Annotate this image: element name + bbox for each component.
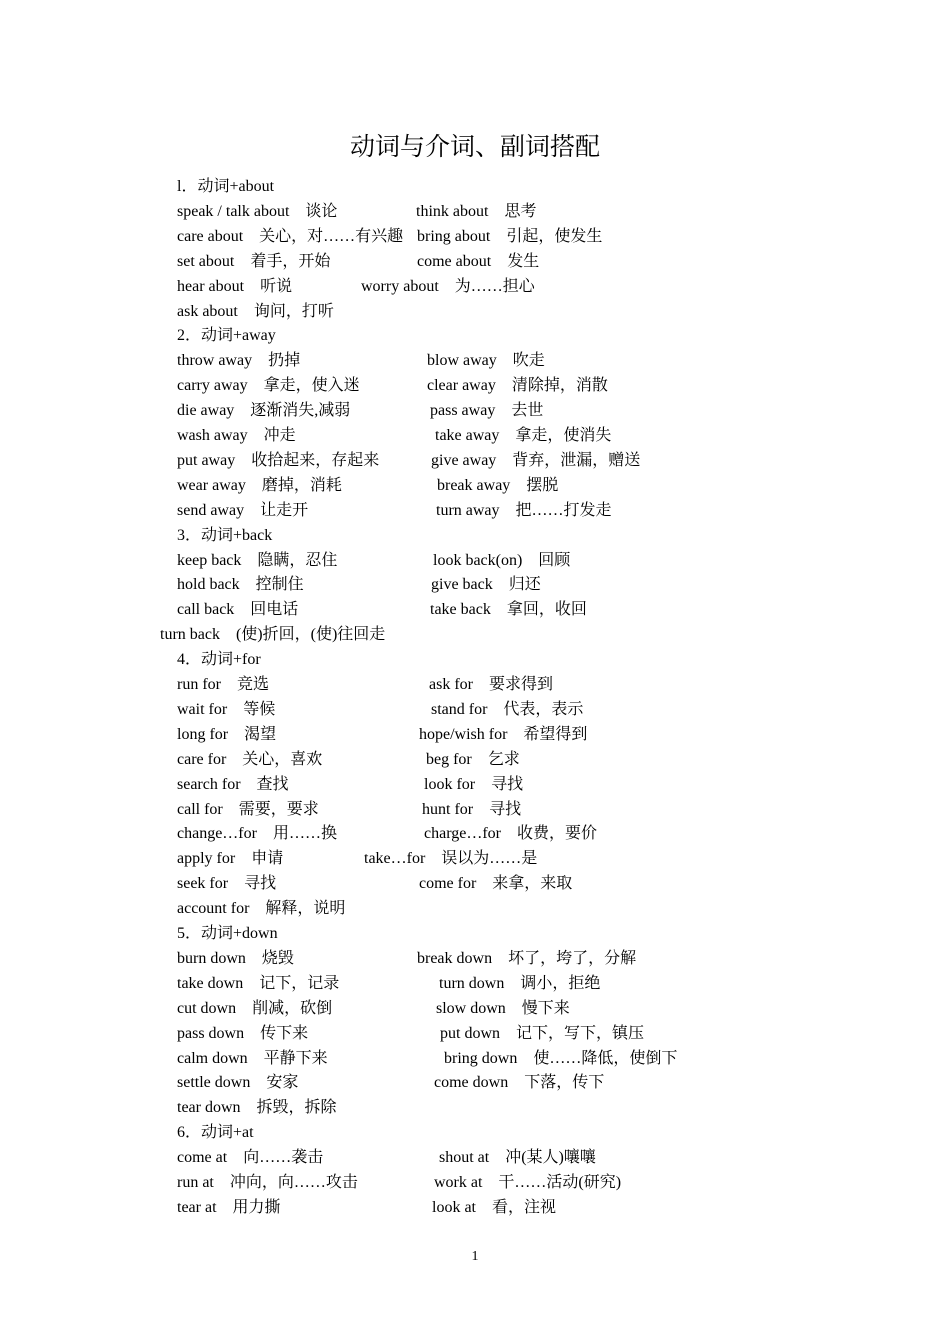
vocab-line: [0, 871, 950, 896]
vocab-line: [0, 1145, 950, 1170]
vocab-line: [0, 846, 950, 871]
vocab-entry-right: charge…for 收费，要价: [424, 825, 598, 843]
vocab-entry-right: give away 背弃，泄漏，赠送: [431, 451, 641, 469]
vocab-entry: apply for 申请: [177, 850, 284, 868]
vocab-entry: speak / talk about 谈论: [177, 202, 338, 220]
vocab-line: [0, 448, 950, 473]
vocab-entry: wear away 磨掉，消耗: [177, 476, 342, 494]
vocab-entry-right: take back 拿回，收回: [430, 601, 587, 619]
vocab-line: [0, 249, 950, 274]
vocab-entry: call for 需要，要求: [177, 800, 319, 818]
vocab-line: [0, 398, 950, 423]
vocab-entry: hear about 听说: [177, 277, 293, 295]
vocab-entry: turn back (使)折回，(使)往回走: [160, 626, 386, 644]
vocab-entry: die away 逐渐消失,减弱: [177, 402, 351, 420]
vocab-entry-right: work at 干……活动(研究): [434, 1174, 622, 1191]
vocab-entry: 4．动词+for: [177, 651, 261, 669]
vocab-line: [0, 224, 950, 249]
vocab-entry: 3．动词+back: [177, 526, 273, 544]
vocab-entry: carry away 拿走，使入迷: [177, 377, 360, 395]
vocab-entry: burn down 烧毁: [177, 949, 294, 967]
vocab-line: [0, 1170, 950, 1195]
vocab-entry-right: look back(on) 回顾: [433, 551, 571, 569]
vocab-entry-right: break down 坏了，垮了，分解: [417, 949, 637, 967]
vocab-line: [0, 174, 950, 199]
vocab-entry: 6．动词+at: [177, 1124, 254, 1142]
vocab-entry-right: slow down 慢下来: [436, 999, 570, 1017]
vocab-entry: cut down 削减，砍倒: [177, 999, 333, 1017]
vocab-entry-right: bring down 使……降低，使倒下: [444, 1049, 678, 1067]
vocab-entry: wait for 等候: [177, 700, 276, 718]
vocab-line: [0, 323, 950, 348]
vocab-line: [0, 1195, 950, 1220]
vocab-entry: come at 向……袭击: [177, 1149, 324, 1167]
vocab-line: [0, 996, 950, 1021]
vocab-entry: calm down 平静下来: [177, 1049, 328, 1067]
vocab-entry-right: worry about 为……担心: [361, 277, 535, 295]
vocab-line: [0, 971, 950, 996]
vocab-entry-right: turn away 把……打发走: [436, 501, 612, 519]
vocab-line: [0, 622, 950, 647]
vocab-line: [0, 1021, 950, 1046]
vocab-line: [0, 747, 950, 772]
vocab-entry-right: think about 思考: [416, 202, 537, 220]
vocab-line: [0, 1120, 950, 1145]
vocab-entry: set about 着手，开始: [177, 252, 331, 270]
vocab-entry: seek for 寻找: [177, 875, 277, 893]
vocab-line: [0, 647, 950, 672]
vocab-line: [0, 921, 950, 946]
vocab-line: [0, 199, 950, 224]
vocab-entry-right: shout at 冲(某人)嚷嚷: [439, 1149, 596, 1167]
vocab-entry: send away 让走开: [177, 501, 309, 519]
vocab-entry: tear at 用力撕: [177, 1198, 281, 1216]
vocab-entry-right: break away 摆脱: [437, 476, 559, 494]
vocab-entry-right: give back 归还: [431, 576, 541, 594]
vocab-line: [0, 548, 950, 573]
vocab-entry-right: blow away 吹走: [427, 352, 545, 370]
vocab-entry: care about 关心，对……有兴趣: [177, 227, 404, 245]
vocab-entry-right: beg for 乞求: [426, 750, 520, 768]
vocab-line: [0, 672, 950, 697]
vocab-entry: settle down 安家: [177, 1074, 299, 1092]
vocab-entry-right: come for 来拿，来取: [419, 875, 573, 893]
vocab-entry: wash away 冲走: [177, 427, 296, 444]
vocab-line: [0, 373, 950, 398]
vocab-entry: change…for 用……换: [177, 825, 337, 843]
vocab-entry: run for 竞选: [177, 676, 269, 693]
page-title: 动词与介词、副词搭配: [349, 134, 600, 161]
vocab-entry-right: clear away 清除掉，消散: [427, 377, 608, 395]
vocab-entry: pass down 传下来: [177, 1024, 309, 1042]
vocab-line: [0, 1070, 950, 1095]
vocab-line: [0, 572, 950, 597]
vocab-entry: ask about 询问，打听: [177, 302, 334, 320]
vocab-line: [0, 772, 950, 797]
page-number: 1: [471, 1249, 479, 1264]
vocab-entry-right: look for 寻找: [424, 775, 524, 793]
vocab-entry: call back 回电话: [177, 601, 299, 619]
vocab-entry-right: turn down 调小，拒绝: [439, 974, 601, 992]
vocab-line: [0, 299, 950, 324]
vocab-entry-right: hunt for 寻找: [422, 800, 522, 818]
vocab-line: [0, 348, 950, 373]
vocab-entry: 5．动词+down: [177, 925, 278, 942]
vocab-line: [0, 498, 950, 523]
vocab-line: [0, 274, 950, 299]
vocab-entry: hold back 控制住: [177, 576, 304, 594]
vocab-line: [0, 896, 950, 921]
vocab-entry: search for 查找: [177, 775, 289, 793]
vocab-line: [0, 1095, 950, 1120]
vocab-entry: throw away 扔掉: [177, 352, 301, 370]
vocab-entry: care for 关心，喜欢: [177, 750, 323, 768]
vocab-entry-right: put down 记下，写下，镇压: [440, 1024, 645, 1042]
vocab-entry-right: look at 看，注视: [432, 1198, 556, 1216]
vocab-entry: run at 冲向，向……攻击: [177, 1174, 358, 1191]
vocab-line: [0, 473, 950, 498]
vocab-entry-right: stand for 代表，表示: [431, 700, 584, 718]
vocab-entry-right: ask for 要求得到: [429, 676, 553, 693]
vocab-line: [0, 946, 950, 971]
vocab-entry: tear down 拆毁，拆除: [177, 1099, 337, 1117]
vocab-line: [0, 597, 950, 622]
vocab-entry-right: come down 下落，传下: [434, 1074, 605, 1092]
vocab-entry: l．动词+about: [177, 178, 275, 195]
vocab-entry: keep back 隐瞒，忍住: [177, 551, 338, 569]
vocab-line: [0, 423, 950, 448]
vocab-line: [0, 1046, 950, 1071]
vocab-line: [0, 821, 950, 846]
vocab-entry-right: come about 发生: [417, 252, 540, 270]
vocab-entry-right: bring about 引起，使发生: [417, 227, 603, 245]
vocab-line: [0, 523, 950, 548]
vocab-entry-right: pass away 去世: [430, 402, 544, 420]
vocab-line: [0, 797, 950, 822]
vocab-entry: account for 解释，说明: [177, 900, 346, 918]
vocab-entry: long for 渴望: [177, 725, 277, 743]
vocab-line: [0, 722, 950, 747]
vocab-entry: take down 记下，记录: [177, 974, 340, 992]
vocab-entry-right: hope/wish for 希望得到: [419, 725, 588, 743]
vocab-entry: 2．动词+away: [177, 327, 276, 345]
vocab-entry-right: take away 拿走，使消失: [435, 427, 612, 444]
vocab-entry-right: take…for 误以为……是: [364, 850, 538, 868]
vocab-entry: put away 收拾起来，存起来: [177, 451, 380, 469]
vocab-line: [0, 697, 950, 722]
